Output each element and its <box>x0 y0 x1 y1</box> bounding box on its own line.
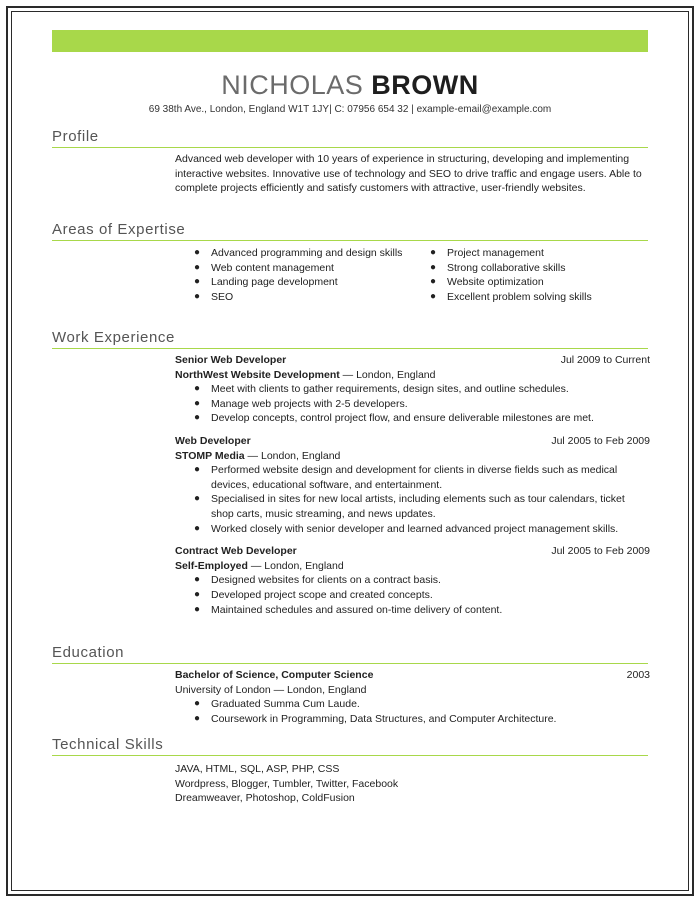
job-bullets <box>175 382 650 426</box>
bullet-icon: ● <box>430 276 437 288</box>
bullet-icon: ● <box>430 261 437 273</box>
bullet-icon: ● <box>194 397 201 409</box>
list-item: ● Specialised in sites for new local artists, including elements such as tour calendars, ticket shop carts, music streaming, and news updates. <box>194 493 625 520</box>
job-bullets <box>175 463 650 536</box>
section-divider <box>52 755 648 756</box>
bullet-icon: ● <box>194 247 201 258</box>
first-name: NICHOLAS <box>221 70 364 100</box>
list-item: ● Excellent problem solving skills <box>430 290 592 303</box>
accent-bar <box>52 30 648 52</box>
job-bullets <box>175 573 650 617</box>
list-item: ● Worked closely with senior developer and learned advanced project management skills. <box>194 522 619 535</box>
list-item: ● Graduated Summa Cum Laude. <box>194 698 360 711</box>
job-location: — London, England <box>247 559 344 572</box>
list-item: ● Web content management <box>194 261 334 274</box>
last-name: BROWN <box>371 70 479 100</box>
job-company-line <box>175 449 650 464</box>
list-item: ● Advanced programming and design skills <box>194 247 403 259</box>
job-company-line <box>175 368 650 383</box>
list-item: ● Manage web projects with 2-5 developers. <box>194 397 408 410</box>
job-title: Senior Web Developer <box>175 354 287 366</box>
bullet-icon: ● <box>194 698 201 710</box>
job-entry <box>175 353 650 426</box>
bullet-icon: ● <box>194 383 201 395</box>
list-item: ● SEO <box>194 290 234 303</box>
list-item: ● Landing page development <box>194 276 338 289</box>
list-item: ● Meet with clients to gather requirements, design sites, and outline schedules. <box>194 383 569 396</box>
skills-line: Wordpress, Blogger, Tumbler, Twitter, Facebook <box>175 777 399 790</box>
bullet-icon: ● <box>430 247 437 258</box>
list-item: ● Website optimization <box>430 276 544 289</box>
degree-field: , Computer Science <box>275 669 374 681</box>
bullet-icon: ● <box>194 522 201 534</box>
education-block <box>175 668 650 726</box>
profile-text: Advanced web developer with 10 years of experience in structuring, developing and implementing interactive websites. Innovative use of technology and SEO to drive traffic and engage users. Able to complete projects efficiently and satisfy customers with attractive, user-friendly websites. <box>175 153 642 195</box>
list-item: ● Develop concepts, control project flow, and ensure deliverable milestones are met. <box>194 412 594 425</box>
job-date: Jul 2009 to Current <box>560 354 650 366</box>
expertise-block <box>175 246 650 304</box>
section-title-work: Work Experience <box>52 329 175 346</box>
job-entry <box>175 544 650 617</box>
job-company: Self-Employed <box>175 559 248 572</box>
job-date: Jul 2005 to Feb 2009 <box>551 434 650 447</box>
job-entry <box>175 434 650 536</box>
job-company: NorthWest Website Development <box>175 368 340 381</box>
degree: Bachelor of Science <box>175 669 276 681</box>
bullet-icon: ● <box>194 493 201 505</box>
bullet-icon: ● <box>194 574 201 586</box>
graduation-year: 2003 <box>626 669 650 681</box>
job-company-line <box>175 559 650 574</box>
work-block <box>175 353 650 623</box>
section-divider <box>52 147 648 148</box>
job-title: Contract Web Developer <box>175 545 297 558</box>
list-item: ● Developed project scope and created concepts. <box>194 588 433 601</box>
bullet-icon: ● <box>194 588 201 600</box>
expertise-list-right <box>411 246 647 304</box>
contact-line: 69 38th Ave., London, England W1T 1JY| C: 07956 654 32 | example-email@example.com <box>148 104 552 115</box>
bullet-icon: ● <box>194 290 201 302</box>
skills-line: JAVA, HTML, SQL, ASP, PHP, CSS <box>175 763 340 775</box>
list-item: ● Project management <box>430 247 544 259</box>
bullet-icon: ● <box>194 603 201 615</box>
bullet-icon: ● <box>194 276 201 288</box>
section-title-profile: Profile <box>52 128 99 145</box>
list-item: ● Coursework in Programming, Data Structures, and Computer Architecture. <box>194 712 557 725</box>
job-title: Web Developer <box>175 434 251 447</box>
list-item: ● Maintained schedules and assured on-time delivery of content. <box>194 603 503 616</box>
candidate-name <box>0 70 700 100</box>
job-date: Jul 2005 to Feb 2009 <box>551 545 650 558</box>
list-item: ● Designed websites for clients on a contract basis. <box>194 574 441 587</box>
bullet-icon: ● <box>194 464 201 476</box>
skills-block <box>175 762 650 806</box>
expertise-list-left <box>175 246 411 304</box>
profile-block <box>175 152 650 196</box>
bullet-icon: ● <box>430 290 437 302</box>
job-location: — London, England <box>339 368 436 381</box>
skills-line: Dreamweaver, Photoshop, ColdFusion <box>175 792 355 805</box>
job-company: STOMP Media <box>175 449 245 462</box>
section-divider <box>52 348 648 349</box>
list-item: ● Performed website design and development for clients in diverse fields such as medical devices, educational software, and entertainment. <box>194 464 618 491</box>
section-title-expertise: Areas of Expertise <box>52 221 186 238</box>
education-bullets <box>175 697 650 726</box>
school: University of London — London, England <box>175 683 367 696</box>
section-title-skills: Technical Skills <box>52 736 164 753</box>
degree-line <box>175 668 373 683</box>
job-location: — London, England <box>244 449 341 462</box>
bullet-icon: ● <box>194 261 201 273</box>
section-divider <box>52 663 648 664</box>
section-divider <box>52 240 648 241</box>
bullet-icon: ● <box>194 412 201 424</box>
list-item: ● Strong collaborative skills <box>430 261 566 274</box>
section-title-education: Education <box>52 644 125 661</box>
bullet-icon: ● <box>194 712 201 724</box>
